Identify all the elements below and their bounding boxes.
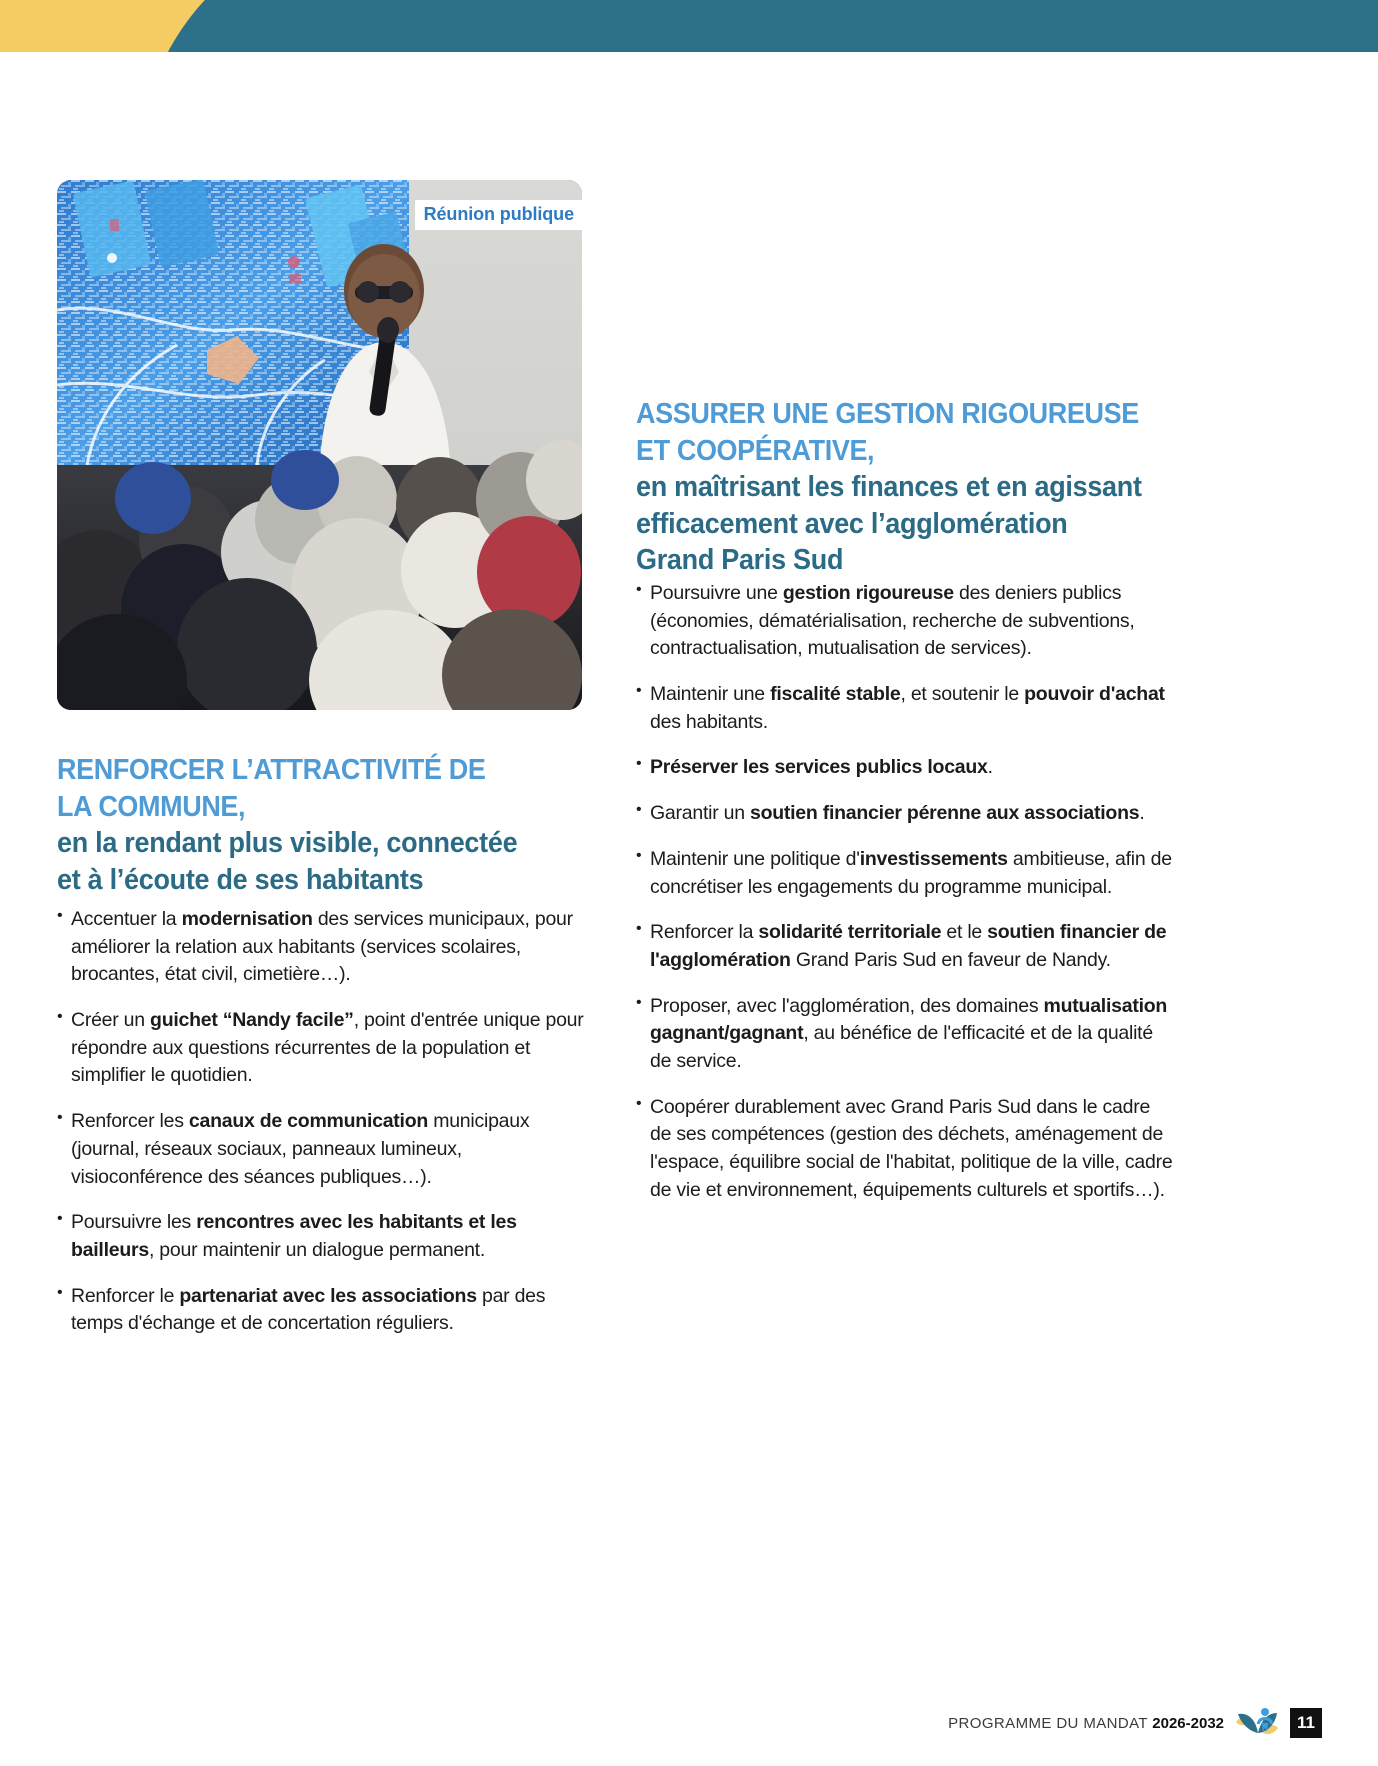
bullet-emphasis: fiscalité stable: [770, 683, 901, 706]
bullet-text: ambitieuse, afin de concrétiser les engagements du programme municipal.: [650, 847, 1172, 898]
bullet-text: , point d'entrée unique pour répondre aux questions récurrentes de la population et simplifier le quotidien.: [71, 1009, 584, 1087]
bullet-emphasis: guichet “Nandy facile”: [150, 1009, 354, 1032]
bullet-emphasis: pouvoir d'achat: [1024, 683, 1165, 706]
nandy-logo: [1234, 1706, 1280, 1740]
bullet-item: [57, 1108, 597, 1191]
bullet-emphasis: gestion rigoureuse: [782, 582, 954, 604]
bullet-emphasis: mutualisation gagnant/gagnant: [650, 994, 1168, 1045]
bullet-text: Poursuivre les: [71, 1211, 197, 1234]
bullet-text: des deniers publics (économies, dématérialisation, recherche de subventions, contractualisation, mutualisation de services).: [650, 582, 1135, 660]
bullet-item: [636, 681, 1176, 736]
bullet-emphasis: solidarité territoriale: [758, 921, 942, 944]
bullet-text: Maintenir une politique d': [650, 847, 860, 870]
left-heading-upper-line1: RENFORCER L’ATTRACTIVITÉ DE: [57, 754, 486, 786]
left-heading-lower-line1: en la rendant plus visible, connectée: [57, 827, 518, 860]
bullet-text: Grand Paris Sud en faveur de Nandy.: [790, 948, 1111, 971]
left-bullet-list: [57, 906, 597, 1338]
right-heading-upper-line1: ASSURER UNE GESTION RIGOUREUSE: [636, 398, 1139, 430]
bullet-item: [57, 1007, 597, 1090]
photo-caption: Réunion publique: [415, 200, 582, 230]
bullet-text: , au bénéfice de l'efficacité et de la qualité de service.: [650, 1022, 1153, 1072]
page-number-badge: 11: [1290, 1708, 1322, 1738]
bullet-item: [57, 1283, 597, 1338]
bullet-text: .: [987, 756, 993, 779]
bullet-text: Poursuivre une: [650, 582, 783, 604]
bullet-emphasis: partenariat avec les associations: [179, 1284, 477, 1307]
photo-illustration: [57, 180, 582, 710]
bullet-text: Proposer, avec l'agglomération, des domaines: [650, 994, 1044, 1017]
right-section-bullets: [636, 580, 1176, 1204]
bullet-text: des habitants.: [650, 710, 768, 733]
bullet-text: municipaux (journal, réseaux sociaux, panneaux lumineux, visioconférence des séances publiques…).: [71, 1110, 530, 1188]
bullet-item: [636, 754, 1176, 782]
footer-label: [948, 1715, 1224, 1732]
left-heading-lower-line2: et à l’écoute de ses habitants: [57, 863, 424, 896]
bullet-item: [636, 993, 1176, 1076]
bullet-text: .: [1139, 802, 1145, 825]
bullet-item: [636, 800, 1176, 828]
footer-years: 2026-2032: [1152, 1714, 1225, 1732]
bullet-emphasis: modernisation: [181, 908, 313, 930]
bullet-item: [636, 919, 1176, 974]
bullet-text: Créer un: [71, 1009, 151, 1032]
public-meeting-photo: [57, 180, 582, 710]
bullet-text: Renforcer le: [71, 1284, 180, 1307]
bullet-item: [636, 1094, 1176, 1205]
bullet-emphasis: canaux de communication: [188, 1110, 429, 1133]
bullet-text: Coopérer durablement avec Grand Paris Sud dans le cadre de ses compétences (gestion des déchets, aménagement de l'espace, équilibre social de l'habitat, politique de la ville, cadre de vie et environnement, équipements culturels et sportifs…).: [650, 1095, 1173, 1201]
right-heading-lower-line2: efficacement avec l’agglomération: [636, 507, 1068, 540]
right-bullet-list: [636, 580, 1176, 1204]
bullet-emphasis: rencontres avec les habitants et les bailleurs: [71, 1211, 517, 1261]
left-section-heading: [57, 752, 617, 898]
bullet-item: [57, 906, 597, 989]
bullet-text: Garantir un: [650, 802, 750, 825]
bullet-text: par des temps d'échange et de concertation réguliers.: [71, 1284, 546, 1335]
right-heading-lower-line3: Grand Paris Sud: [636, 544, 844, 577]
page-footer: [948, 1706, 1322, 1740]
bullet-item: [636, 846, 1176, 901]
bullet-text: des services municipaux, pour améliorer la relation aux habitants (services scolaires, brocantes, état civil, cimetière…).: [71, 908, 573, 986]
bullet-emphasis: Préserver les services publics locaux: [650, 756, 988, 779]
bullet-text: Renforcer les: [71, 1110, 189, 1133]
footer-label-text: PROGRAMME DU MANDAT: [948, 1714, 1153, 1732]
bullet-text: , pour maintenir un dialogue permanent.: [148, 1238, 486, 1261]
bullet-text: Renforcer la: [650, 921, 759, 944]
left-heading-upper-line2: LA COMMUNE,: [57, 790, 246, 823]
left-section-bullets: [57, 906, 597, 1338]
bullet-item: [57, 1209, 597, 1264]
bullet-text: et le: [941, 921, 988, 944]
bullet-text: Accentuer la: [71, 908, 182, 930]
photo-column: [57, 180, 590, 710]
bullet-text: Maintenir une: [650, 683, 771, 706]
bullet-emphasis: soutien financier de l'agglomération: [650, 921, 1167, 971]
right-heading-upper-line2: ET COOPÉRATIVE,: [636, 434, 875, 467]
bullet-emphasis: investissements: [859, 847, 1008, 870]
right-section-heading: [636, 396, 1181, 579]
bullet-text: , et soutenir le: [900, 683, 1025, 706]
right-heading-lower-line1: en maîtrisant les finances et en agissant: [636, 471, 1142, 504]
bullet-emphasis: soutien financier pérenne aux associations: [749, 802, 1140, 825]
bullet-item: [636, 580, 1176, 663]
